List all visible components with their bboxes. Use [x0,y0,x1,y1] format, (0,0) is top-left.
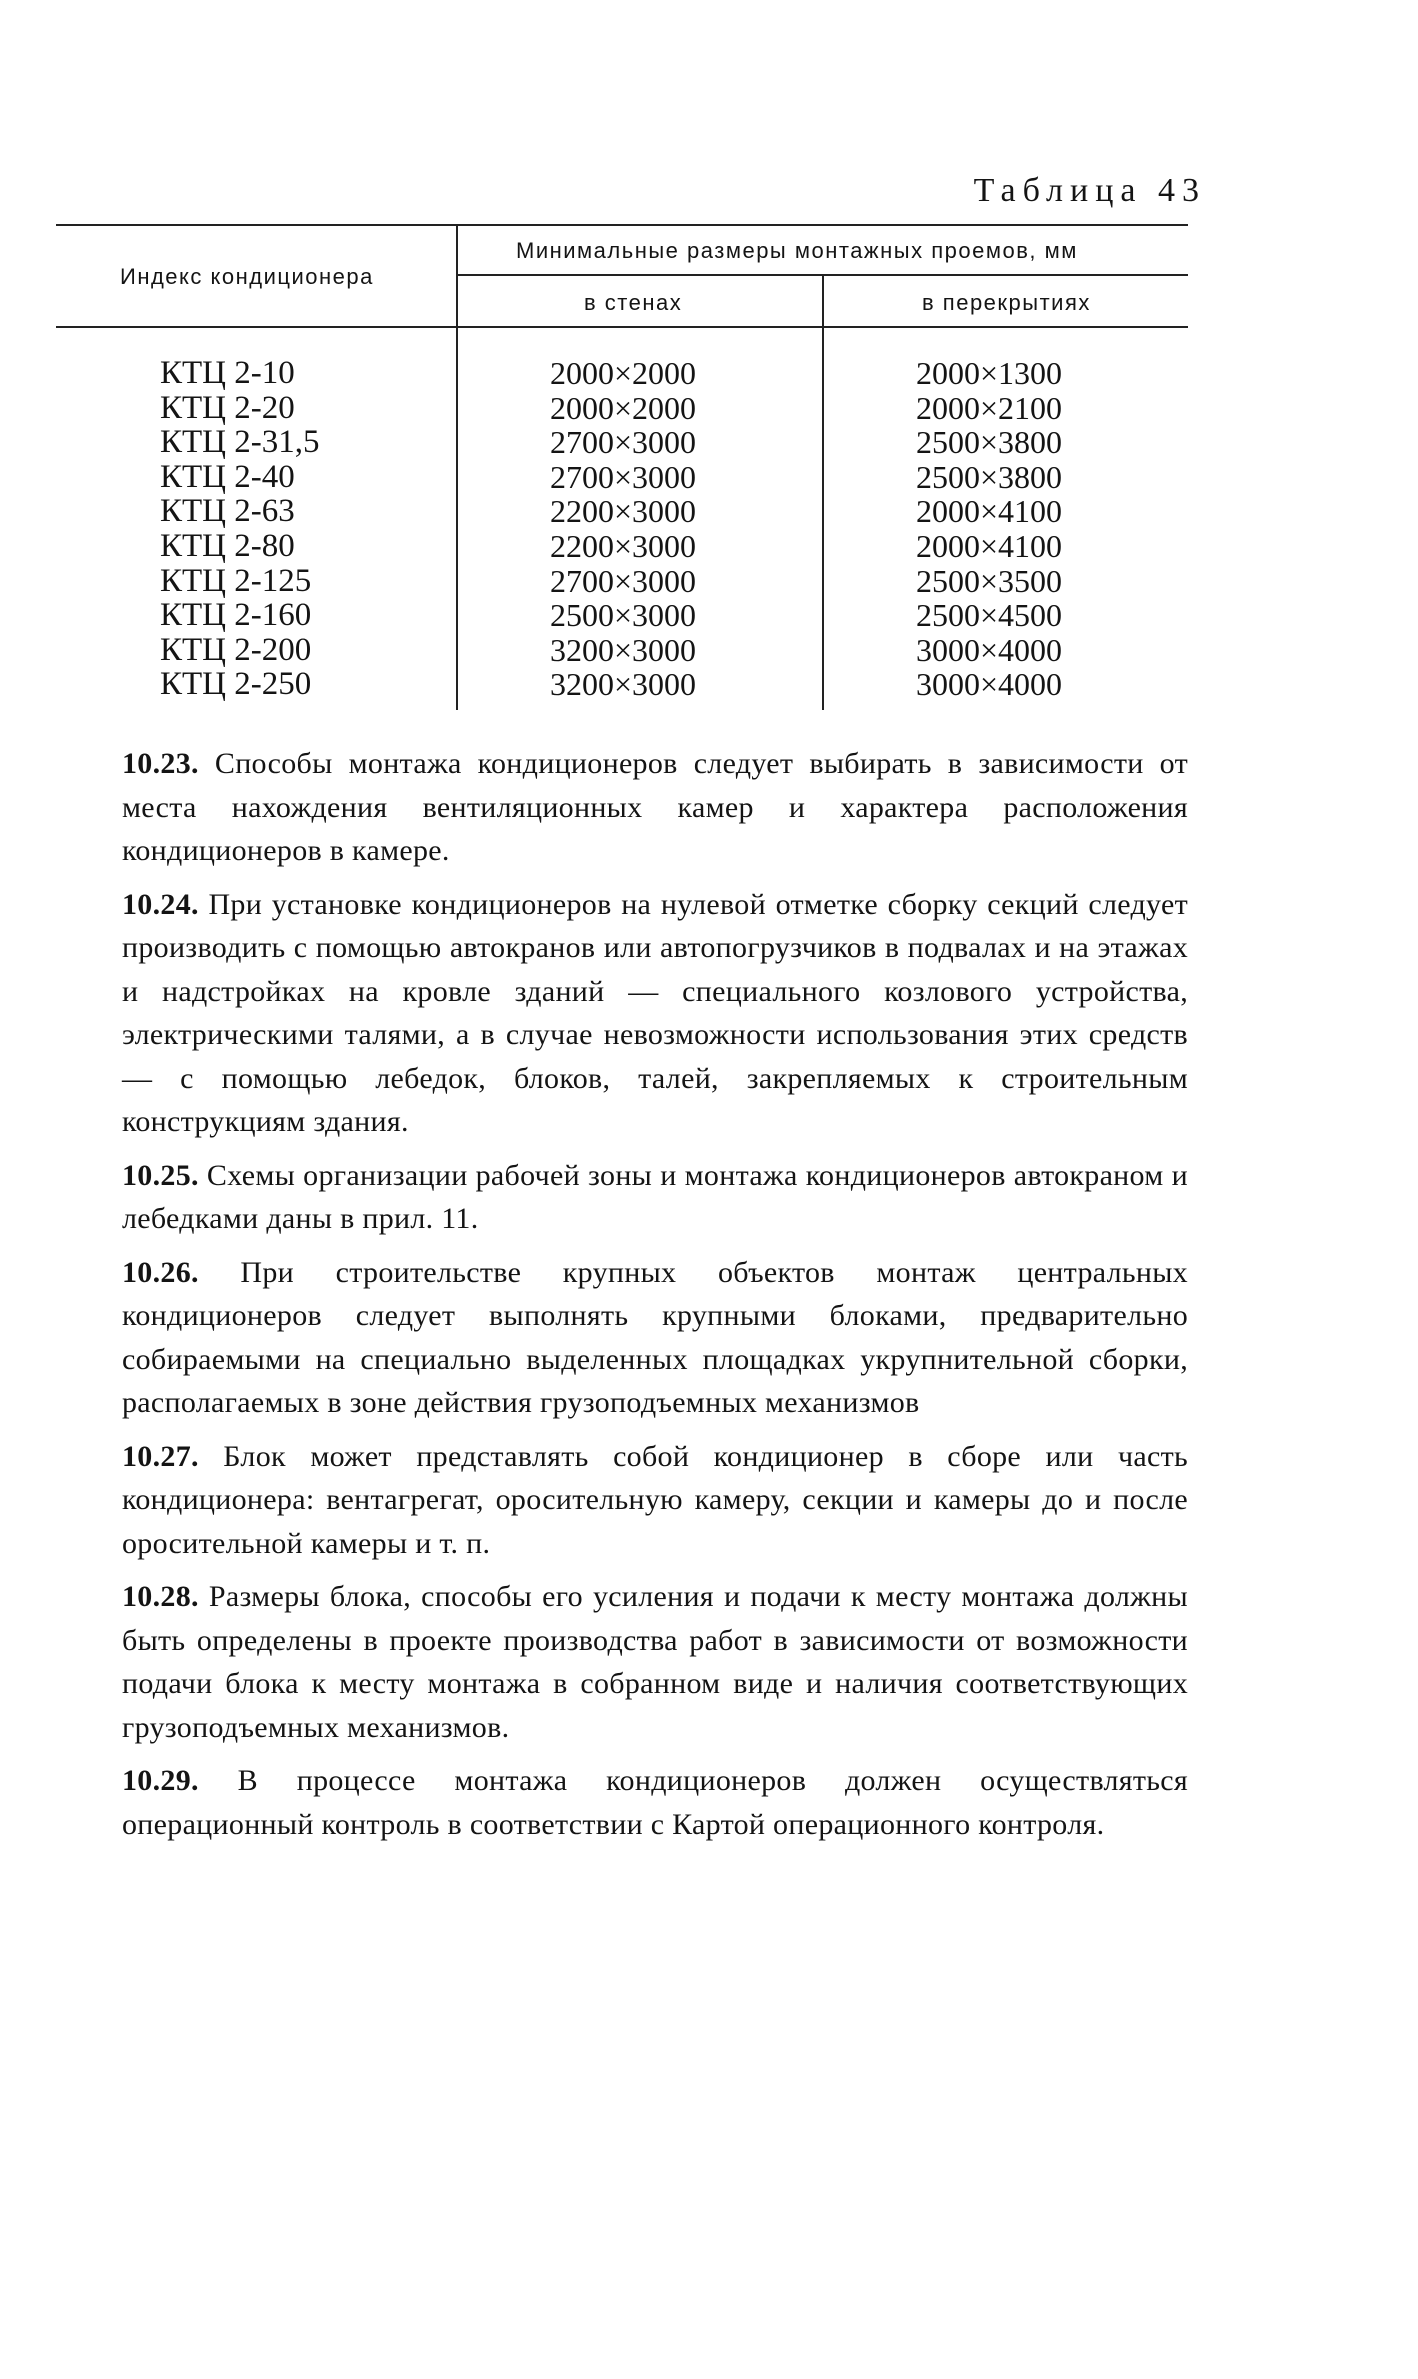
table-cell: 2200×3000 [550,493,697,530]
paragraph-text: Способы монтажа кондиционеров следует выбирать в зависимости от места нахождения вентиляционных камер и характера расположения кондиционеров в камере. [122,747,1188,867]
table-cell: 2000×4100 [916,493,1063,530]
dimensions-table [56,220,1188,710]
paragraph-10-24 [122,883,1188,1144]
table-cell: 3200×3000 [550,666,697,703]
table-cell: КТЦ 2-31,5 [160,424,320,461]
paragraph-number: 10.29. [122,1764,199,1797]
table-cell: КТЦ 2-160 [160,597,312,634]
paragraph-10-26 [122,1251,1188,1425]
header-index: Индекс кондиционера [120,264,374,289]
table-cell: 2000×2000 [550,389,697,426]
table-cell: 2000×4100 [916,527,1063,564]
table-cell: КТЦ 2-40 [160,458,295,495]
paragraph-10-23 [122,742,1188,873]
header-bottom-rule [56,326,1188,328]
table-cell: КТЦ 2-250 [160,666,312,703]
header-group: Минимальные размеры монтажных проемов, мм [516,238,1078,263]
column-index [160,356,320,702]
table-cell: 2700×3000 [550,458,697,495]
table-cell: 3000×4000 [916,666,1063,703]
paragraph-10-28 [122,1575,1188,1749]
table-cell: КТЦ 2-80 [160,527,295,564]
paragraph-number: 10.26. [122,1255,199,1289]
paragraph-text: В процессе монтажа кондиционеров должен осуществляться операционный контроль в соответствии с Картой операционного контроля. [122,1764,1188,1841]
paragraph-10-27 [122,1435,1188,1566]
column-divider-1 [456,224,458,710]
table-cell: КТЦ 2-200 [160,631,312,668]
table-cell: 3000×4000 [916,631,1063,668]
paragraph-number: 10.28. [122,1580,199,1613]
column-walls [550,356,696,702]
paragraph-text: Схемы организации рабочей зоны и монтажа кондиционеров автокраном и лебедками даны в прил. 11. [122,1158,1188,1235]
table-cell: 2500×3500 [916,562,1063,599]
table-cell: 2000×1300 [916,355,1063,391]
header-floors: в перекрытиях [922,290,1091,315]
table-cell: КТЦ 2-20 [160,389,295,426]
table-caption: Таблица 43 [973,172,1206,209]
paragraph-10-29 [122,1759,1188,1846]
paragraph-number: 10.23. [122,747,199,780]
table-cell: 3200×3000 [550,631,697,668]
paragraph-text: При строительстве крупных объектов монтаж центральных кондиционеров следует выполнять крупными блоками, предварительно собираемыми на специально выделенных площадках укрупнительной сборки, располагаемых в зоне действия грузоподъемных механизмов [122,1255,1188,1419]
table-cell: 2700×3000 [550,562,697,599]
table-cell: КТЦ 2-10 [160,355,295,391]
table-cell: КТЦ 2-125 [160,562,312,599]
paragraph-number: 10.27. [122,1439,199,1473]
table-cell: 2000×2000 [550,355,697,391]
paragraph-10-25 [122,1154,1188,1241]
paragraph-text: Блок может представлять собой кондиционер в сборе или часть кондиционера: вентагрегат, оросительную камеру, секции и камеры до и после оросительной камеры и т. п. [122,1439,1188,1560]
paragraph-text: При установке кондиционеров на нулевой отметке сборку секций следует производить с помощью автокранов или автопогрузчиков в подвалах и на этажах и надстройках на кровле зданий — специального козлового устройства, электрическими талями, а в случае невозможности использования этих средств — с помощью лебедок, блоков, талей, закрепляемых к строительным конструкциям здания. [122,887,1188,1138]
paragraph-number: 10.24. [122,887,199,921]
table-cell: 2000×2100 [916,389,1063,426]
table-top-rule [56,224,1188,226]
table-cell: 2200×3000 [550,527,697,564]
table-cell: КТЦ 2-63 [160,493,295,530]
paragraph-number: 10.25. [122,1158,199,1192]
header-walls: в стенах [584,290,683,315]
table-cell: 2500×3800 [916,458,1063,495]
table-cell: 2500×4500 [916,597,1063,634]
table-cell: 2500×3000 [550,597,697,634]
column-floors [916,356,1062,702]
table-cell: 2700×3000 [550,424,697,461]
table-cell: 2500×3800 [916,424,1063,461]
body-text [122,742,1188,1856]
column-divider-2 [822,274,824,710]
paragraph-text: Размеры блока, способы его усиления и подачи к месту монтажа должны быть определены в проекте производства работ в зависимости от возможности подачи блока к месту монтажа в собранном виде и наличия соответствующих грузоподъемных механизмов. [122,1580,1188,1744]
